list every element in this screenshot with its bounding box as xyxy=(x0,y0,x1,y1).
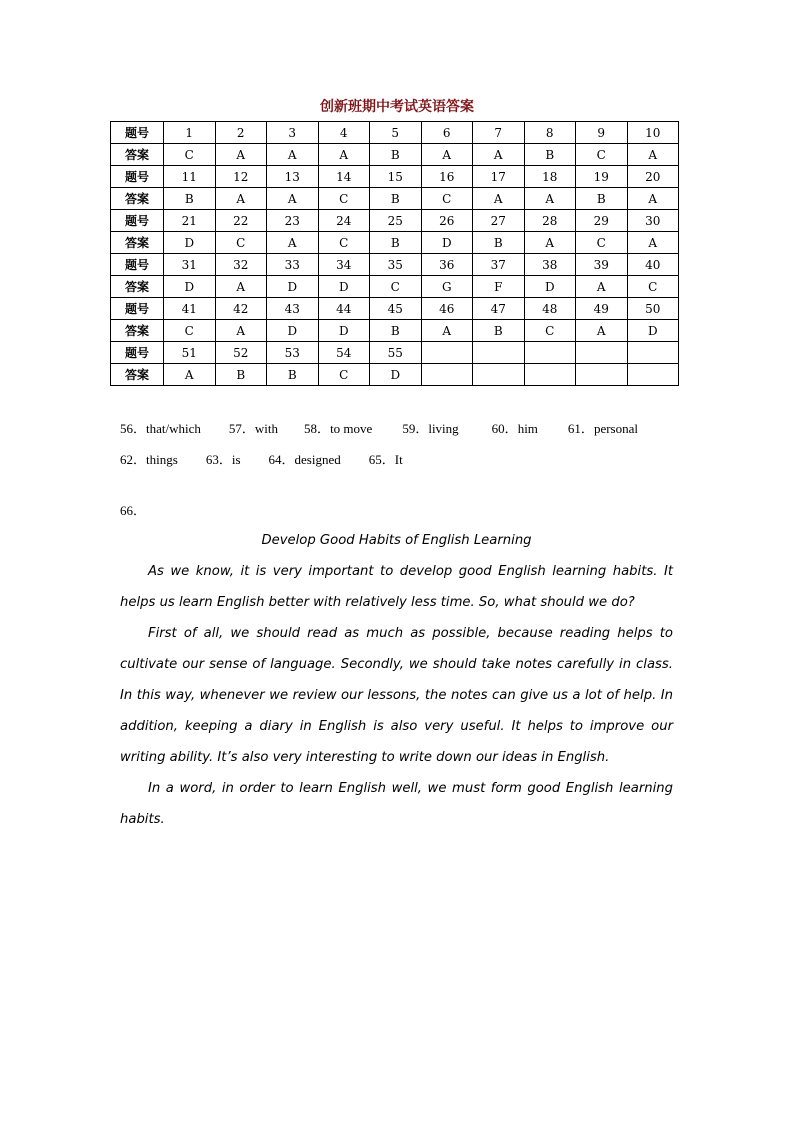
table-row xyxy=(111,232,679,254)
table-cell: 8 xyxy=(524,122,576,144)
table-cell: D xyxy=(267,320,319,342)
table-cell: 49 xyxy=(576,298,628,320)
row-label: 答案 xyxy=(111,144,164,166)
table-cell: C xyxy=(215,232,267,254)
fill-in-item xyxy=(492,421,538,436)
table-cell: A xyxy=(627,232,679,254)
table-cell: D xyxy=(524,276,576,298)
table-cell: C xyxy=(370,276,422,298)
table-cell: 9 xyxy=(576,122,628,144)
table-cell: C xyxy=(318,364,370,386)
page-title: 创新班期中考试英语答案 xyxy=(320,99,474,115)
table-cell: C xyxy=(576,144,628,166)
table-cell: B xyxy=(473,320,525,342)
essay-question-number: 66． xyxy=(120,503,147,518)
table-cell: F xyxy=(473,276,525,298)
table-cell: C xyxy=(318,232,370,254)
table-cell: C xyxy=(524,320,576,342)
table-row xyxy=(111,364,679,386)
table-cell: D xyxy=(318,276,370,298)
essay-paragraph: As we know, it is very important to develop good English learning habits. It helps us learn English better with relatively less time. So, what should we do? xyxy=(120,564,673,610)
table-cell: C xyxy=(318,188,370,210)
table-cell: A xyxy=(267,188,319,210)
table-cell: B xyxy=(370,232,422,254)
table-cell: A xyxy=(215,144,267,166)
essay xyxy=(120,528,673,835)
table-cell: 26 xyxy=(421,210,473,232)
table-cell: 32 xyxy=(215,254,267,276)
row-label: 答案 xyxy=(111,188,164,210)
table-cell: B xyxy=(370,144,422,166)
table-cell xyxy=(421,364,473,386)
table-row xyxy=(111,210,679,232)
fill-in-answer: It xyxy=(394,452,403,467)
table-cell: A xyxy=(627,144,679,166)
fill-in-item xyxy=(206,452,241,467)
row-label: 题号 xyxy=(111,342,164,364)
table-cell: 20 xyxy=(627,166,679,188)
table-cell: B xyxy=(215,364,267,386)
table-cell: D xyxy=(164,232,216,254)
table-cell: C xyxy=(627,276,679,298)
row-label: 答案 xyxy=(111,320,164,342)
fill-in-number: 60． xyxy=(491,421,518,436)
table-cell: A xyxy=(215,320,267,342)
row-label: 答案 xyxy=(111,232,164,254)
table-row xyxy=(111,320,679,342)
table-cell: A xyxy=(524,188,576,210)
fill-in-answer: that/which xyxy=(146,421,201,436)
row-label: 答案 xyxy=(111,276,164,298)
fill-in-item xyxy=(120,452,178,467)
table-cell: A xyxy=(267,232,319,254)
row-label: 题号 xyxy=(111,298,164,320)
row-label: 题号 xyxy=(111,166,164,188)
fill-in-answer: designed xyxy=(294,452,341,467)
table-cell: B xyxy=(164,188,216,210)
table-cell: 52 xyxy=(215,342,267,364)
table-cell: D xyxy=(627,320,679,342)
table-cell: 24 xyxy=(318,210,370,232)
row-label: 题号 xyxy=(111,122,164,144)
table-cell: 33 xyxy=(267,254,319,276)
table-cell: 38 xyxy=(524,254,576,276)
table-cell: 22 xyxy=(215,210,267,232)
table-cell: C xyxy=(576,232,628,254)
table-cell: 6 xyxy=(421,122,473,144)
table-cell: 30 xyxy=(627,210,679,232)
table-cell: D xyxy=(267,276,319,298)
fill-in-answer: personal xyxy=(593,421,638,436)
table-cell: A xyxy=(421,320,473,342)
table-cell: 53 xyxy=(267,342,319,364)
table-cell: 19 xyxy=(576,166,628,188)
table-cell: 42 xyxy=(215,298,267,320)
fill-in-line-2 xyxy=(120,449,403,468)
table-cell: 34 xyxy=(318,254,370,276)
table-cell: A xyxy=(627,188,679,210)
table-cell: 46 xyxy=(421,298,473,320)
table-cell: A xyxy=(267,144,319,166)
table-cell: 44 xyxy=(318,298,370,320)
table-cell: B xyxy=(524,144,576,166)
fill-in-number: 58． xyxy=(304,421,331,436)
table-cell: 1 xyxy=(164,122,216,144)
fill-in-item xyxy=(369,452,403,467)
table-cell: 27 xyxy=(473,210,525,232)
table-cell: B xyxy=(370,188,422,210)
table-cell: B xyxy=(473,232,525,254)
table-cell: 3 xyxy=(267,122,319,144)
table-row xyxy=(111,122,679,144)
fill-in-number: 59． xyxy=(402,421,429,436)
table-cell xyxy=(524,342,576,364)
table-cell: 39 xyxy=(576,254,628,276)
fill-in-number: 63． xyxy=(205,452,232,467)
table-cell: A xyxy=(215,188,267,210)
table-cell xyxy=(576,342,628,364)
table-cell: 48 xyxy=(524,298,576,320)
table-cell: B xyxy=(576,188,628,210)
table-row xyxy=(111,298,679,320)
fill-in-number: 57． xyxy=(228,421,255,436)
table-row xyxy=(111,188,679,210)
fill-in-number: 61． xyxy=(567,421,594,436)
fill-in-number: 65． xyxy=(368,452,395,467)
table-cell: 29 xyxy=(576,210,628,232)
table-cell: 13 xyxy=(267,166,319,188)
table-cell: 15 xyxy=(370,166,422,188)
table-cell: 21 xyxy=(164,210,216,232)
table-cell: 31 xyxy=(164,254,216,276)
table-cell: 11 xyxy=(164,166,216,188)
table-cell: 16 xyxy=(421,166,473,188)
table-cell: 40 xyxy=(627,254,679,276)
table-cell: 25 xyxy=(370,210,422,232)
fill-in-line-1 xyxy=(120,418,638,437)
essay-title: Develop Good Habits of English Learning xyxy=(261,533,532,548)
table-cell: 10 xyxy=(627,122,679,144)
table-row xyxy=(111,144,679,166)
answer-table xyxy=(110,121,679,386)
fill-in-number: 64． xyxy=(268,452,295,467)
table-cell: D xyxy=(421,232,473,254)
table-cell: 23 xyxy=(267,210,319,232)
table-cell xyxy=(473,364,525,386)
table-row xyxy=(111,254,679,276)
fill-in-answer: to move xyxy=(330,421,373,436)
table-cell: D xyxy=(318,320,370,342)
table-cell: A xyxy=(473,144,525,166)
table-cell: 45 xyxy=(370,298,422,320)
table-cell: A xyxy=(421,144,473,166)
table-cell: C xyxy=(164,320,216,342)
fill-in-number: 62． xyxy=(120,452,147,467)
fill-in-number: 56． xyxy=(120,421,147,436)
table-cell: A xyxy=(318,144,370,166)
table-cell: A xyxy=(473,188,525,210)
table-cell: 28 xyxy=(524,210,576,232)
table-cell: 4 xyxy=(318,122,370,144)
table-cell xyxy=(524,364,576,386)
fill-in-item xyxy=(229,421,278,436)
fill-in-answer: him xyxy=(517,421,538,436)
row-label: 题号 xyxy=(111,254,164,276)
table-row xyxy=(111,276,679,298)
table-cell: 36 xyxy=(421,254,473,276)
table-cell: 17 xyxy=(473,166,525,188)
fill-in-answer: is xyxy=(231,452,241,467)
fill-in-answer: things xyxy=(146,452,178,467)
fill-in-answer: with xyxy=(254,421,279,436)
table-cell: C xyxy=(421,188,473,210)
table-cell: D xyxy=(164,276,216,298)
table-cell: A xyxy=(164,364,216,386)
essay-paragraph: First of all, we should read as much as possible, because reading helps to cultivate our sense of language. Secondly, we should take notes carefully in class. In this way, whenever we review our lessons, the notes can give us a lot of help. In addition, keeping a diary in English is also very useful. It helps to improve our writing ability. It’s also very interesting to write down our ideas in English. xyxy=(120,626,673,765)
fill-in-item xyxy=(568,421,638,436)
table-cell: B xyxy=(370,320,422,342)
table-cell: 51 xyxy=(164,342,216,364)
table-cell: 41 xyxy=(164,298,216,320)
fill-in-item xyxy=(120,421,201,436)
fill-in-item xyxy=(304,421,372,436)
fill-in-item xyxy=(269,452,341,467)
table-cell: 7 xyxy=(473,122,525,144)
table-cell xyxy=(576,364,628,386)
table-cell: G xyxy=(421,276,473,298)
table-cell: B xyxy=(267,364,319,386)
table-cell xyxy=(421,342,473,364)
row-label: 答案 xyxy=(111,364,164,386)
table-row xyxy=(111,166,679,188)
table-cell: 54 xyxy=(318,342,370,364)
table-cell xyxy=(627,342,679,364)
table-cell: 2 xyxy=(215,122,267,144)
table-cell: A xyxy=(215,276,267,298)
table-cell: 43 xyxy=(267,298,319,320)
row-label: 题号 xyxy=(111,210,164,232)
table-cell: D xyxy=(370,364,422,386)
table-cell: 50 xyxy=(627,298,679,320)
fill-in-item xyxy=(402,421,458,436)
table-cell: 14 xyxy=(318,166,370,188)
essay-paragraph: In a word, in order to learn English well, we must form good English learning habits. xyxy=(120,781,673,827)
table-cell: 55 xyxy=(370,342,422,364)
table-cell: A xyxy=(576,276,628,298)
table-cell: A xyxy=(524,232,576,254)
table-cell: 5 xyxy=(370,122,422,144)
table-cell: 18 xyxy=(524,166,576,188)
table-cell: 35 xyxy=(370,254,422,276)
table-cell xyxy=(473,342,525,364)
table-cell: 12 xyxy=(215,166,267,188)
table-cell: A xyxy=(576,320,628,342)
table-cell: 37 xyxy=(473,254,525,276)
fill-in-answer: living xyxy=(428,421,459,436)
table-cell xyxy=(627,364,679,386)
table-row xyxy=(111,342,679,364)
table-cell: C xyxy=(164,144,216,166)
table-cell: 47 xyxy=(473,298,525,320)
